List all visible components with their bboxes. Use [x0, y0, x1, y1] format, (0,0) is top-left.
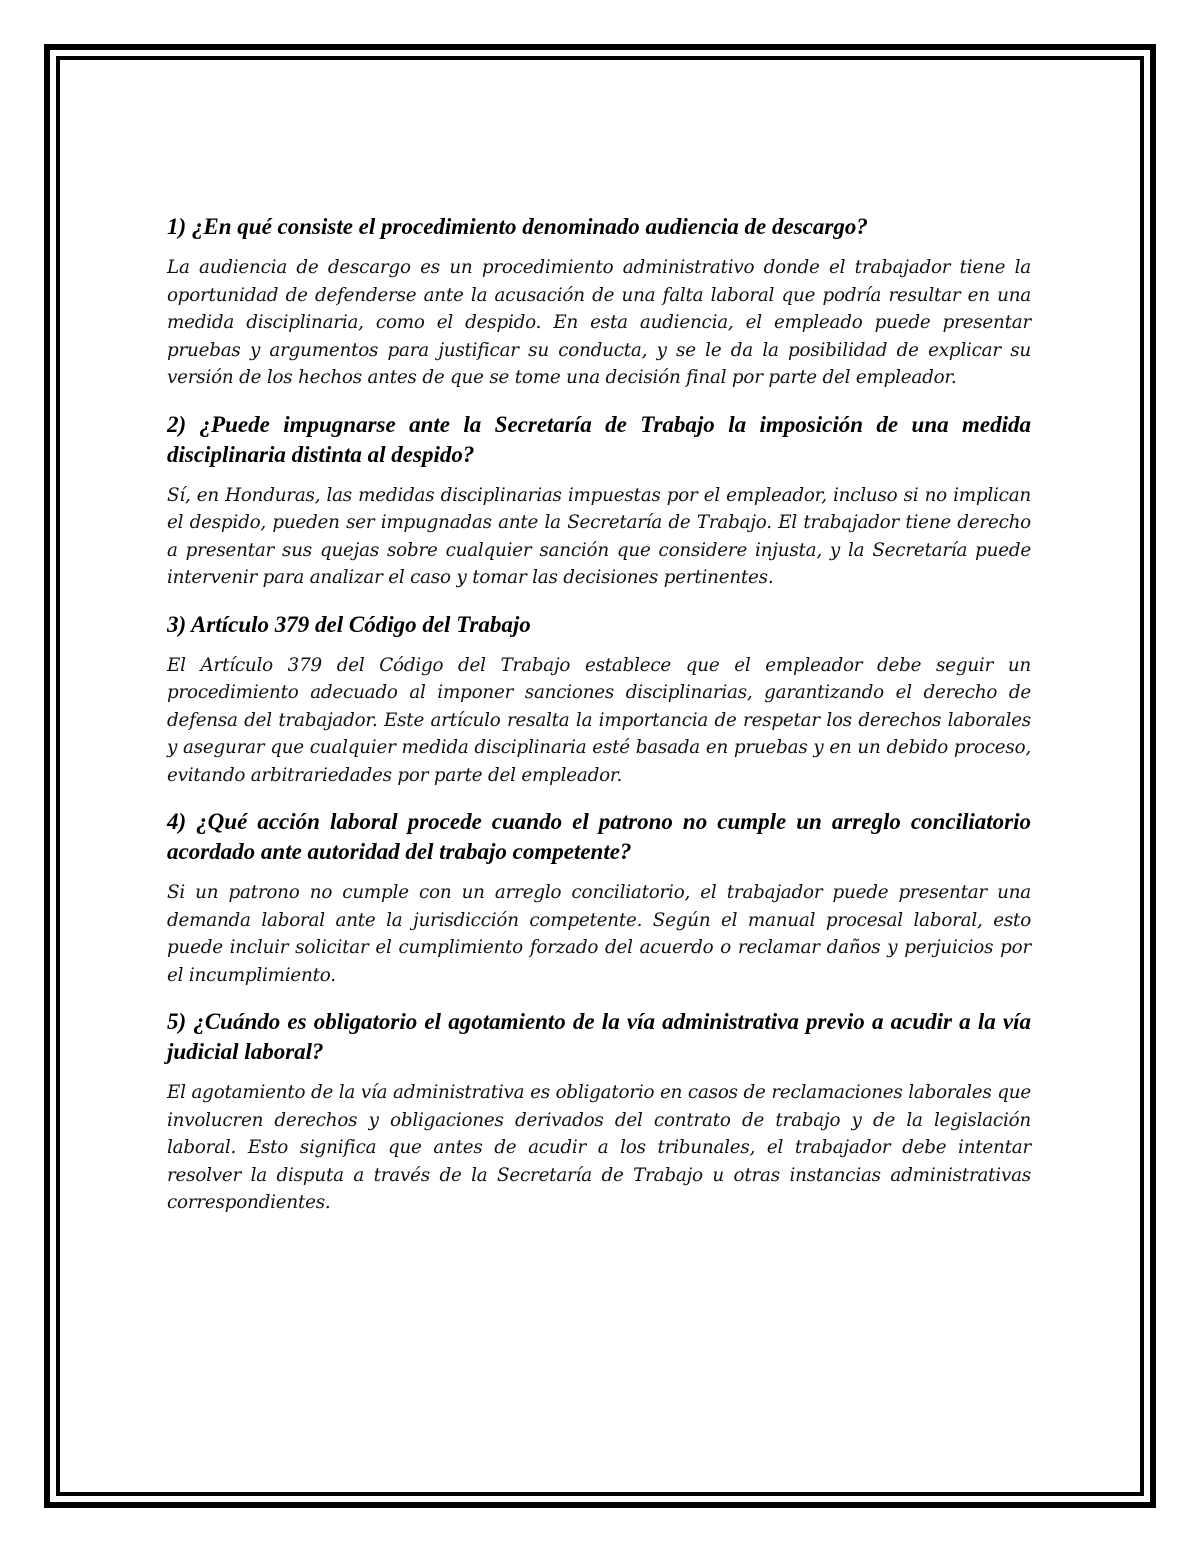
- qa-block-4: [167, 807, 1031, 989]
- document-content: [167, 212, 1031, 1235]
- answer-paragraph-5: El agotamiento de la vía administrativa es obligatorio en casos de reclamaciones laborales que involucren derechos y obligaciones derivados del contrato de trabajo y de la legislación laboral. Esto significa que antes de acudir a los tribunales, el trabajador debe intentar resolver la disputa a través de la Secretaría de Trabajo u otras instancias administrativas correspondientes.: [167, 1082, 1031, 1213]
- question-heading-2: 2) ¿Puede impugnarse ante la Secretaría de Trabajo la imposición de una medida disciplinaria distinta al despido?: [167, 411, 1031, 467]
- answer-paragraph-1: La audiencia de descargo es un procedimiento administrativo donde el trabajador tiene la oportunidad de defenderse ante la acusación de una falta laboral que podría resultar en una medida disciplinaria, como el despido. En esta audiencia, el empleado puede presentar pruebas y argumentos para justificar su conducta, y se le da la posibilidad de explicar su versión de los hechos antes de que se tome una decisión final por parte del empleador.: [167, 257, 1031, 388]
- qa-block-5: [167, 1007, 1031, 1217]
- qa-block-1: [167, 212, 1031, 392]
- question-heading-5: 5) ¿Cuándo es obligatorio el agotamiento de la vía administrativa previo a acudir a la vía judicial laboral?: [167, 1009, 1031, 1064]
- answer-paragraph-4: Si un patrono no cumple con un arreglo conciliatorio, el trabajador puede presentar una demanda laboral ante la jurisdicción competente. Según el manual procesal laboral, esto puede incluir solicitar el cumplimiento forzado del acuerdo o reclamar daños y perjuicios por el incumplimiento.: [167, 882, 1031, 986]
- question-heading-3: 3) Artículo 379 del Código del Trabajo: [167, 611, 531, 637]
- qa-block-3: [167, 610, 1031, 790]
- question-heading-1: 1) ¿En qué consiste el procedimiento denominado audiencia de descargo?: [167, 214, 868, 239]
- qa-block-2: [167, 410, 1031, 592]
- answer-paragraph-2: Sí, en Honduras, las medidas disciplinarias impuestas por el empleador, incluso si no implican el despido, pueden ser impugnadas ante la Secretaría de Trabajo. El trabajador tiene derecho a presentar sus quejas sobre cualquier sanción que considere injusta, y la Secretaría puede intervenir para analizar el caso y tomar las decisiones pertinentes.: [167, 484, 1031, 588]
- question-heading-4: 4) ¿Qué acción laboral procede cuando el patrono no cumple un arreglo conciliatorio acordado ante autoridad del trabajo competente?: [167, 809, 1031, 864]
- answer-paragraph-3: El Artículo 379 del Código del Trabajo establece que el empleador debe seguir un procedimiento adecuado al imponer sanciones disciplinarias, garantizando el derecho de defensa del trabajador. Este artículo resalta la importancia de respetar los derechos laborales y asegurar que cualquier medida disciplinaria esté basada en pruebas y en un debido proceso, evitando arbitrariedades por parte del empleador.: [167, 654, 1031, 786]
